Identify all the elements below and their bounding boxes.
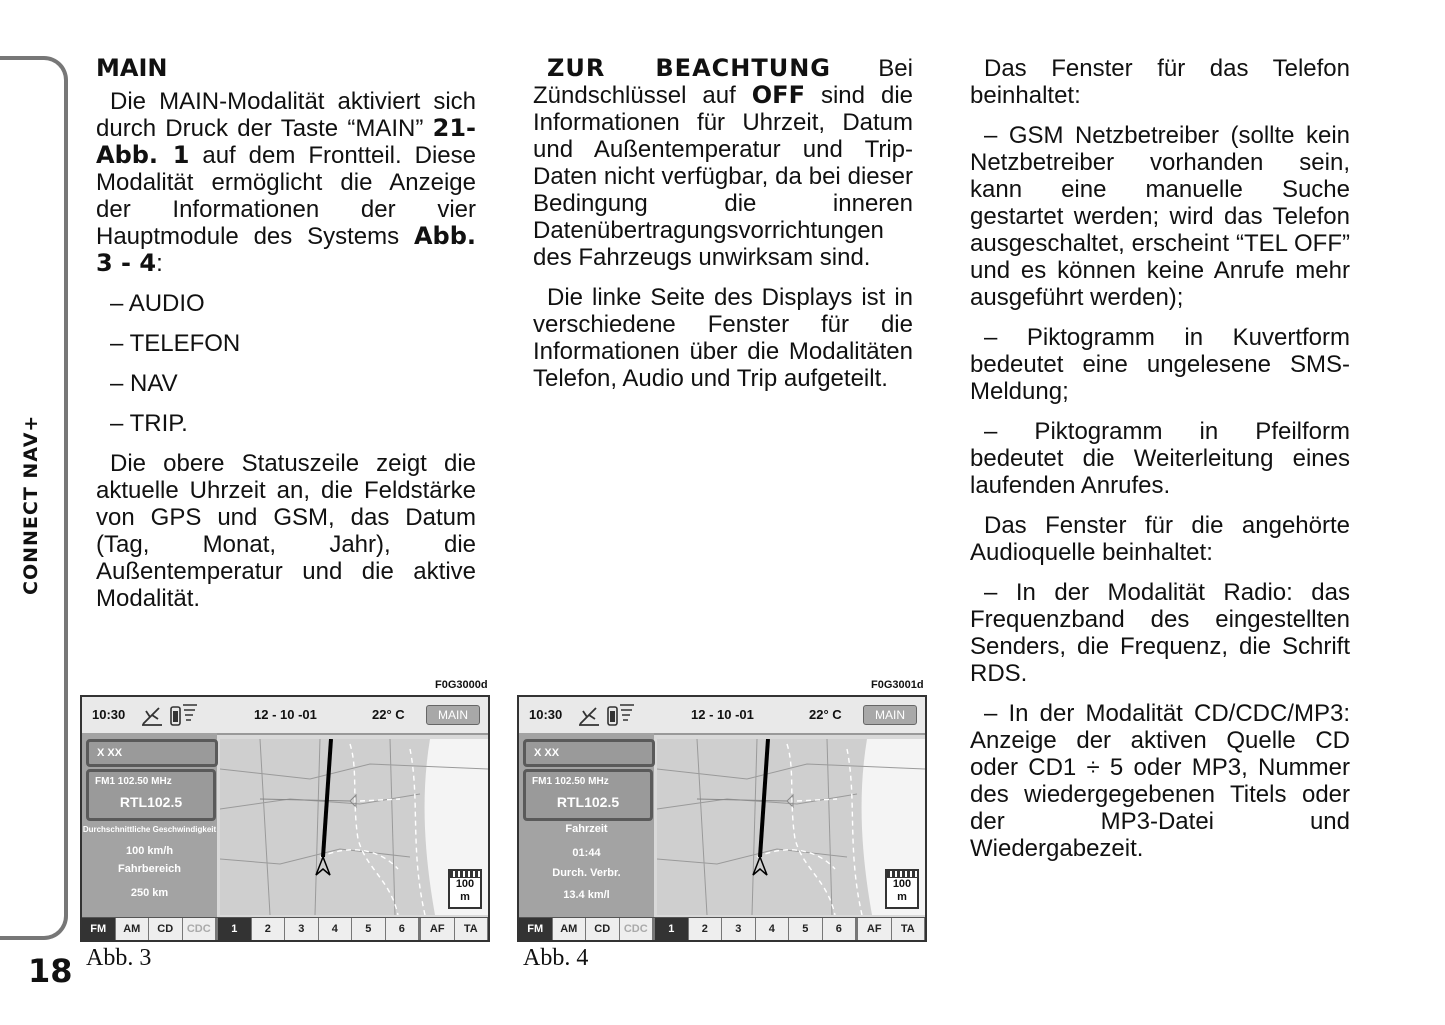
section-heading: MAIN (96, 54, 168, 82)
navigation-map (657, 739, 925, 915)
ta-button[interactable]: TA (892, 918, 926, 940)
mode-button[interactable]: MAIN (863, 705, 917, 725)
figure-code: F0G3000d (435, 679, 488, 691)
column-3 (970, 55, 1350, 875)
preset-5-button[interactable]: 5 (352, 918, 386, 940)
info-panel (82, 733, 217, 917)
date: 12 - 10 -01 (254, 707, 317, 722)
outside-temperature: 22° C (372, 707, 405, 722)
display-screenshot-fig4 (517, 695, 927, 942)
mode-button[interactable]: MAIN (426, 705, 480, 725)
clock: 10:30 (529, 707, 563, 722)
column-2 (533, 55, 913, 405)
info-panel (519, 733, 654, 917)
gsm-signal-icon (169, 702, 199, 728)
list-item: – AUDIO (110, 290, 205, 317)
cd-button[interactable]: CD (149, 918, 183, 940)
navigation-map (220, 739, 488, 915)
paragraph: Die linke Seite des Displays ist in verschiedene Fenster für die Informationen über die Modalitäten Telefon, Audio und Trip aufgeteilt. (533, 284, 913, 392)
phone-window: X XX (523, 739, 655, 767)
preset-6-button[interactable]: 6 (823, 918, 859, 940)
outside-temperature: 22° C (809, 707, 842, 722)
af-button[interactable]: AF (421, 918, 455, 940)
cd-button[interactable]: CD (586, 918, 620, 940)
preset-1-button[interactable]: 1 (655, 918, 689, 940)
source-button-bar (82, 917, 488, 940)
paragraph: – Piktogramm in Kuvertform bedeutet eine ungelesene SMS-Meldung; (970, 324, 1350, 405)
paragraph: – In der Modalität Radio: das Frequenzband des eingestellten Senders, die Frequenz, die Schrift RDS. (970, 579, 1350, 687)
station-name: RTL102.5 (119, 794, 183, 810)
trip-value: 01:44 (572, 847, 601, 859)
clock: 10:30 (92, 707, 126, 722)
status-bar (82, 697, 488, 735)
list-item: – TELEFON (110, 330, 241, 357)
preset-2-button[interactable]: 2 (689, 918, 723, 940)
trip-label: Durch. Verbr. (552, 867, 621, 879)
map-scale: 100 m (448, 869, 482, 909)
column-1 (96, 55, 476, 625)
preset-6-button[interactable]: 6 (386, 918, 422, 940)
trip-value: 13.4 km/l (563, 889, 610, 901)
preset-3-button[interactable]: 3 (285, 918, 319, 940)
paragraph: – Piktogramm in Pfeilform bedeutet die Weiterleitung eines laufenden Anrufes. (970, 418, 1350, 499)
source-button-bar (519, 917, 925, 940)
fm-button[interactable]: FM (82, 918, 116, 940)
page-number: 18 (28, 952, 73, 990)
preset-1-button[interactable]: 1 (218, 918, 252, 940)
station-name: RTL102.5 (556, 794, 620, 810)
paragraph: Das Fenster für das Telefon beinhaltet: (970, 55, 1350, 109)
audio-window (523, 769, 653, 821)
gps-antenna-icon (577, 703, 601, 727)
note-heading: ZUR BEACHTUNG (547, 54, 831, 82)
paragraph: – GSM Netzbetreiber (sollte kein Netzbetreiber vorhanden sein, kann eine manuelle Suche gestartet werden; wird das Telefon ausgeschaltet, erscheint “TEL OFF” und es können keine Anrufe mehr ausgeführt werden); (970, 122, 1350, 311)
preset-5-button[interactable]: 5 (789, 918, 823, 940)
list-item: – TRIP. (110, 410, 188, 437)
display-screenshot-fig3 (80, 695, 490, 942)
trip-value: 250 km (130, 887, 169, 899)
ta-button[interactable]: TA (455, 918, 489, 940)
am-button[interactable]: AM (116, 918, 150, 940)
radio-frequency: FM1 102.50 MHz (95, 776, 172, 787)
phone-window: X XX (86, 739, 218, 767)
preset-2-button[interactable]: 2 (252, 918, 286, 940)
figure-code: F0G3001d (871, 679, 924, 691)
gps-antenna-icon (140, 703, 164, 727)
trip-label: Durchschnittliche Geschwindigkeit (82, 825, 217, 834)
list-item: – NAV (110, 370, 178, 397)
af-button[interactable]: AF (858, 918, 892, 940)
paragraph: – In der Modalität CD/CDC/MP3: Anzeige der aktiven Quelle CD oder CD1 ÷ 5 oder MP3, Nummer des wiedergegebenen Titels oder der MP3-Datei und Wiedergabezeit. (970, 700, 1350, 862)
gsm-signal-icon (606, 702, 636, 728)
figure-caption: Abb. 3 (86, 945, 152, 971)
figure-caption: Abb. 4 (523, 945, 589, 971)
am-button[interactable]: AM (553, 918, 587, 940)
trip-value: 100 km/h (125, 845, 174, 857)
preset-3-button[interactable]: 3 (722, 918, 756, 940)
trip-label: Fahrzeit (565, 823, 608, 835)
section-side-label: CONNECT NAV+ (20, 414, 42, 595)
radio-frequency: FM1 102.50 MHz (532, 776, 609, 787)
preset-4-button[interactable]: 4 (756, 918, 790, 940)
audio-window (86, 769, 216, 821)
paragraph: Die obere Statuszeile zeigt die aktuelle Uhrzeit an, die Feldstärke von GPS und GSM, das Datum (Tag, Monat, Jahr), die Außentemperatur und die aktive Modalität. (96, 450, 476, 612)
map-scale: 100 m (885, 869, 919, 909)
paragraph: Das Fenster für die angehörte Audioquelle beinhaltet: (970, 512, 1350, 566)
trip-label: Fahrbereich (118, 863, 181, 875)
note-paragraph: ZUR BEACHTUNG Bei Zündschlüssel auf OFF sind die Informationen für Uhrzeit, Datum und Außentemperatur und Trip-Daten nicht verfügbar, da bei dieser Bedingung die inneren Datenübertragungsvorrichtungen des Fahrzeugs unwirksam sind. (533, 54, 914, 271)
status-bar (519, 697, 925, 735)
preset-4-button[interactable]: 4 (319, 918, 353, 940)
cdc-button[interactable]: CDC (620, 918, 656, 940)
cdc-button[interactable]: CDC (183, 918, 219, 940)
fm-button[interactable]: FM (519, 918, 553, 940)
date: 12 - 10 -01 (691, 707, 754, 722)
paragraph: Die MAIN-Modalität aktiviert sich durch Druck der Taste “MAIN” 21- Abb. 1 auf dem Frontteil. Diese Modalität ermöglicht die Anzeige der Informationen der vier Hauptmodule des Systems Abb. 3 - 4: (96, 88, 477, 277)
